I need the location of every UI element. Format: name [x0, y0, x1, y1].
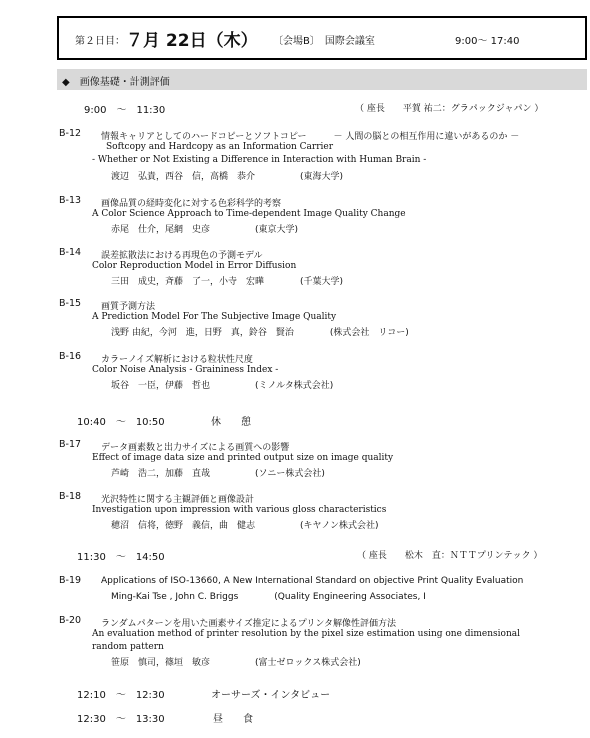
paper-title-en: A Color Science Approach to Time-dependent Image Quality Change: [92, 209, 406, 219]
paper-id: B-20: [59, 615, 82, 626]
paper-id: B-16: [59, 351, 82, 362]
paper-title-en: Softcopy and Hardcopy as an Information Carrier: [106, 142, 334, 152]
paper-authors: 赤尾 仕介，尾網 史彦 (東京大学): [111, 225, 299, 235]
lunch-time: 12:30 ～ 13:30: [77, 714, 165, 725]
paper-id: B-14: [59, 247, 82, 258]
paper-title-ja: ランダムパターンを用いた画素サイズ推定によるプリンタ解像性評価方法: [101, 619, 397, 629]
day-label: 第２日目：: [75, 36, 125, 47]
paper-title-ja: カラーノイズ解析における粒状性尺度: [101, 355, 253, 365]
paper-title-ja: 画像品質の経時変化に対する色彩科学的考察: [101, 199, 282, 209]
paper-id: B-19: [59, 575, 82, 586]
paper-authors: 芦崎 浩二，加藤 直哉 (ソニー株式会社): [111, 469, 325, 479]
paper-id: B-15: [59, 298, 82, 309]
paper-title-en: Investigation upon impression with various gloss characteristics: [92, 505, 387, 515]
paper-authors: 笹原 慎司，篠垣 敏彦 (富士ゼロックス株式会社): [111, 658, 361, 668]
paper-title-ja: 画質予測方法: [101, 302, 156, 312]
interview-label: オーサーズ・インタビュー: [211, 690, 331, 701]
paper-title-en: Applications of ISO-13660, A New International Standard on objective Print Quality Evaluation: [101, 576, 524, 586]
paper-authors: 渡辺 弘貴，西谷 信，高橋 恭介 (東海大学): [111, 172, 344, 182]
paper-title-en: Color Noise Analysis - Graininess Index -: [92, 365, 279, 375]
block1-chair: （ 座長 平賀 祐二：グラパックジャパン ）: [355, 104, 544, 114]
session-title: ◆ 画像基礎・計測評価: [62, 77, 170, 88]
paper-id: B-12: [59, 128, 82, 139]
room-label: 〔会場B〕 国際会議室: [273, 36, 375, 47]
paper-authors: 三田 成史，斉藤 了一，小寺 宏曄 (千葉大学): [111, 277, 344, 287]
date-label: ７月 22日（木）: [126, 31, 258, 51]
paper-authors: 坂谷 一臣，伊藤 哲也 (ミノルタ株式会社): [111, 381, 334, 391]
paper-title-ja: 光沢特性に関する主観評価と画像設計: [101, 495, 255, 505]
interview-time: 12:10 ～ 12:30: [77, 690, 165, 701]
paper-title-en: A Prediction Model For The Subjective Image Quality: [92, 312, 337, 322]
block2-time: 11:30 ～ 14:50: [77, 552, 165, 563]
paper-title-en-sub: random pattern: [92, 642, 164, 652]
paper-title-ja: データ画素数と出力サイズによる画質への影響: [101, 443, 290, 453]
paper-title-en: Effect of image data size and printed output size on image quality: [92, 453, 394, 463]
paper-id: B-17: [59, 439, 82, 450]
paper-authors: Ming-Kai Tse , John C. Briggs (Quality Engineering Associates, I: [111, 592, 426, 602]
paper-title-en: Color Reproduction Model in Error Diffusion: [92, 261, 297, 271]
paper-id: B-13: [59, 195, 82, 206]
break-time: 10:40 ～ 10:50: [77, 417, 165, 428]
paper-title-ja: 情報キャリアとしてのハードコピーとソフトコピー － 人間の脳との相互作用に違いがあるのか －: [101, 132, 520, 142]
block2-chair: （ 座長 松木 直：ＮＴＴプリンテック ）: [357, 551, 543, 561]
paper-title-ja: 誤差拡散法における再現色の予測モデル: [101, 251, 263, 261]
paper-authors: 穂沼 信将，徳野 義信，曲 健志 (キヤノン株式会社): [111, 521, 379, 531]
paper-title-en: An evaluation method of printer resolution by the pixel size estimation using one dimensional: [92, 629, 521, 639]
lunch-label: 昼 食: [213, 714, 253, 725]
block1-time: 9:00 ～ 11:30: [84, 105, 166, 116]
break-label: 休 憩: [211, 417, 251, 428]
day-time-range: 9:00～ 17:40: [455, 36, 520, 47]
paper-title-en-sub: - Whether or Not Existing a Difference in Interaction with Human Brain -: [92, 155, 427, 165]
paper-authors: 浅野 由紀，今河 進，日野 真，鈴谷 賢治 (株式会社 リコー): [111, 328, 409, 338]
paper-id: B-18: [59, 491, 82, 502]
